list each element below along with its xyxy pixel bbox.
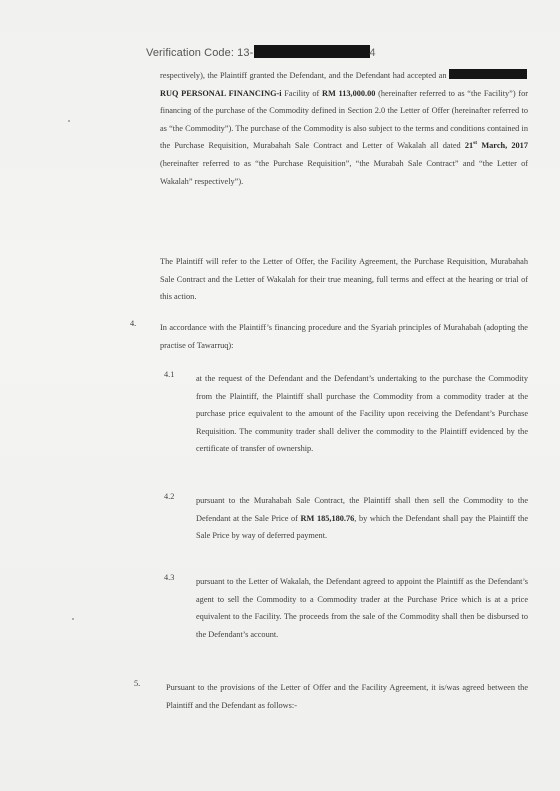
facility-amount: RM 113,000.00 [322,88,376,98]
redaction-block [254,45,370,58]
item-number: 4. [130,319,137,328]
item-5-text: Pursuant to the provisions of the Letter of Offer and the Facility Agreement, it is/was agreed between the Plaintiff and the Defendant as follows:- [166,683,528,710]
scan-speck [68,120,70,122]
subitem-4-3-text: pursuant to the Letter of Wakalah, the Defendant agreed to appoint the Plaintiff as the Defendant’s agent to sell the Commodity to a Commodity trader at the Purchase Price which is at a price equivalent to the Facility. The proceeds from the sale of the Commodity shall then be disbursed to the Defendant’s account. [196,577,528,639]
para1-line1: respectively), the Plaintiff granted the Defendant, and the Defendant had accepted an [160,71,447,80]
scan-speck [72,618,74,620]
para1-body: (hereinafter referred to as “the Facility”) for financing of the purchase of the Commodity defined in Section 2.0 the Letter of Offer (hereinafter referred to as “the Commodity”). The purchase of the Commodity is also subject to the terms and conditions contained in the Purchase Requisition, Murabahah Sale Contract and Letter of Wakalah all dated [160,88,528,151]
subitem-number: 4.3 [164,573,175,582]
subitem-number: 4.1 [164,370,175,379]
item-4-text: In accordance with the Plaintiff’s financing procedure and the Syariah principles of Murahabah (adopting the practise of Tawarruq): [160,323,528,350]
subitem-4-2-text: pursuant to the Murahabah Sale Contract, the Plaintiff shall then sell the Commodity to the Defendant at the Sale Price of RM 185,180.76, by which the Defendant shall pay the Plaintiff the Sale Price by way of deferred payment. [196,496,529,541]
contract-date: 21st March, 2017 [464,140,528,151]
subitem-4-1-text: at the request of the Defendant and the Defendant’s undertaking to the purchase the Commodity from the Plaintiff, the Plaintiff shall purchase the Commodity from a commodity trader at the purchase price equivalent to the amount of the Facility upon receiving the Defendant’s Purchase Requisition. The community trader shall deliver the commodity to the Plaintiff evidenced by the certificate of transfer of ownership. [196,374,528,454]
verification-tail: 4 [369,47,376,59]
item-number: 5. [134,679,141,688]
subitem-number: 4.2 [164,492,175,501]
paragraph-reference: The Plaintiff will refer to the Letter of Offer, the Facility Agreement, the Purchase Requisition, Murabahah Sale Contract and the Letter of Wakalah for their true meaning, full terms and effect at the hearing or trial of this action. [160,257,528,302]
verification-label: Verification Code: 13- [146,47,254,59]
sale-price-amount: RM 185,180.76 [300,513,355,523]
facility-mid: Facility of [281,88,322,98]
para1-body-end: (hereinafter referred to as “the Purchase Requisition”, “the Murabah Sale Contract” and “the Letter of Wakalah” respectively”). [160,158,528,186]
paragraph-facility [160,67,528,190]
facility-name: RUQ PERSONAL FINANCING-i [160,88,282,98]
redaction-block [449,69,527,79]
verification-code [146,47,376,59]
